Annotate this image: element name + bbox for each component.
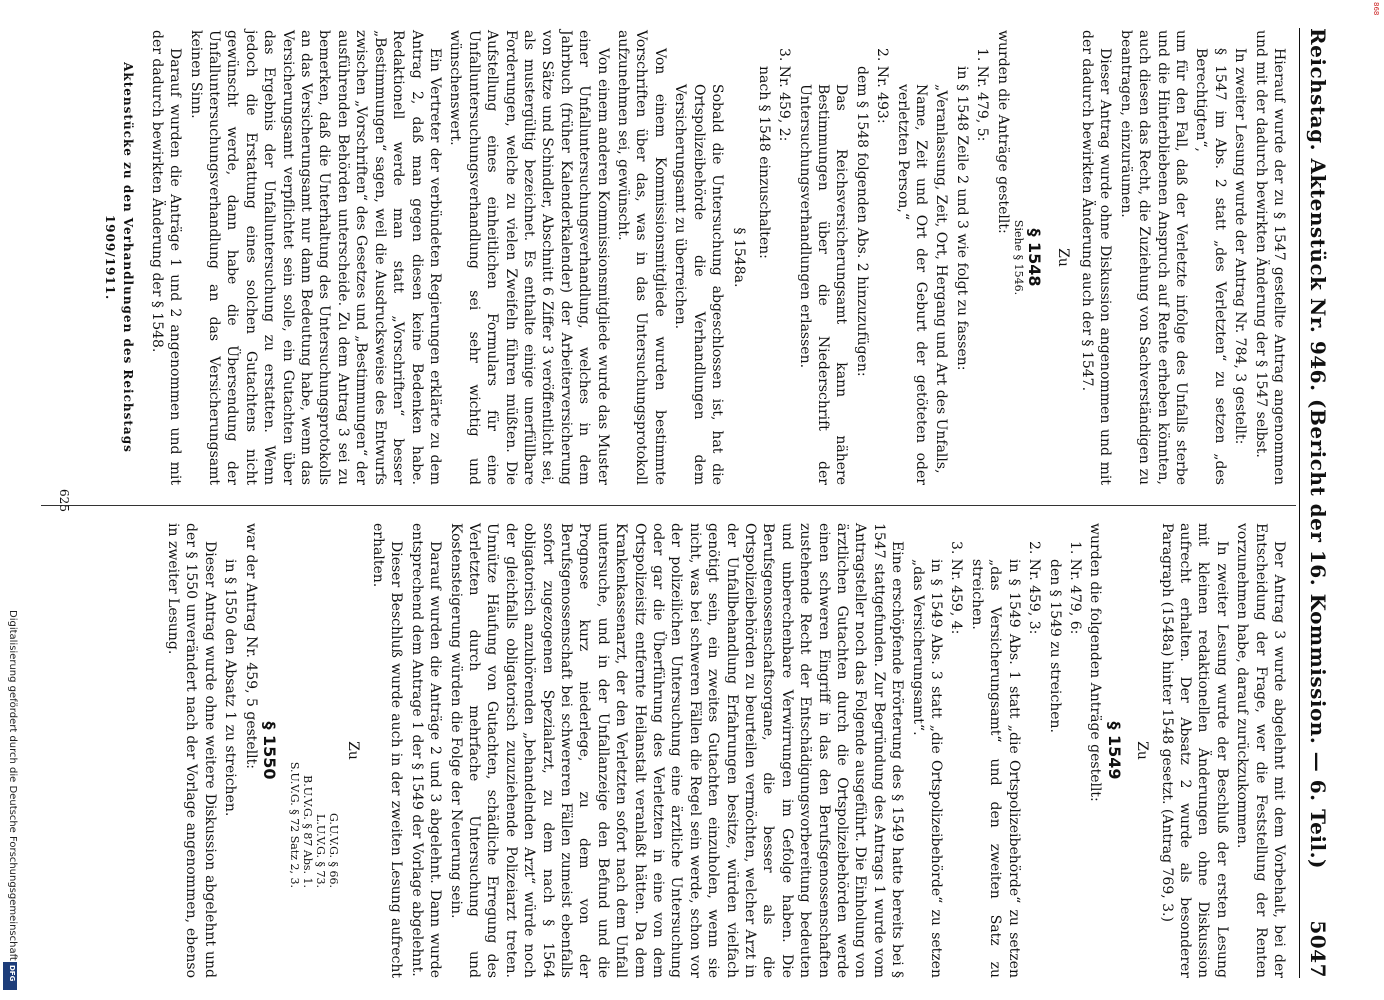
section-heading-1550: § 1550 bbox=[260, 721, 280, 780]
motion-quote: Das Reichsversicherungsamt kann nähere Bestimmungen über die Niederschrift der Untersuchungsverhandlungen erlassen. bbox=[796, 84, 850, 485]
bottom-page-number: 625 bbox=[57, 489, 71, 512]
paragraph: Von einem anderen Kommissionsmitgliede wurde das Muster einer Unfalluntersuchungsverhandlung, welches in dem Jahrbuch (früher Kalenderkalender) der Arbeiterversicherung von Sätze und Schindler, Abschnitt 6 Ziffer 3 veröffentlicht sei, als mustergültig bezeichnet. Es enthalte einige unerfüllbare Forderungen, welche zu vielen Zweifeln führen müßten. Die Aufstellung eines einheitlichen Formulars für eine Unfalluntersuchungsverhandlung sei sehr wichtig und wünschenswert. bbox=[447, 30, 611, 485]
column-divider bbox=[41, 505, 1296, 506]
motion-item: 3. Nr. 459, 2: bbox=[776, 48, 793, 142]
law-reference: L.U.V.G. § 73. bbox=[314, 814, 328, 888]
page-footer: Aktenstücke zu den Verhandlungen des Reichstags 1909/1911. bbox=[103, 62, 136, 453]
paragraph: wurden die Anträge gestellt: bbox=[994, 30, 1011, 234]
paragraph: Dieser Antrag wurde ohne Diskussion angenommen und mit der dadurch bewirkten Änderung auch der § 1547. bbox=[1078, 30, 1114, 485]
motion-quote: „Veranlassung, Zeit, Ort, Hergang und Art des Unfalls, bbox=[933, 84, 950, 474]
law-reference: S.U.V.G. § 72 Satz 2, 3. bbox=[288, 761, 302, 888]
paragraph: um für den Fall, daß der Verletzte infolge des Unfalls sterbe und die Hinterbliebenen Anspruch auf Rente erheben könnten, auch diesen das Recht, die Zuziehung von Sachverständigen zu beantragen, einzuräumen. bbox=[1117, 30, 1189, 485]
dfg-logo bbox=[3, 962, 17, 990]
law-reference: B.U.V.G. § 87 Abs. 1. bbox=[301, 775, 315, 888]
paragraph: Hierauf wurde der zu § 1547 gestellte Antrag angenommen und mit der dadurch bewirkten Änderung der § 1547 selbst. bbox=[1252, 30, 1287, 485]
paragraph: war der Antrag Nr. 459, 5 gestellt: bbox=[242, 523, 259, 769]
motion-text: in § 1550 den Absatz 1 zu streichen. bbox=[222, 559, 239, 817]
zu-label: Zu bbox=[1054, 248, 1071, 267]
quote: § 1547 im Abs. 2 statt „des Verletzten“ zu setzen „des Berechtigten“, bbox=[1193, 48, 1228, 485]
paragraph: wurden die folgenden Anträge gestellt: bbox=[1087, 523, 1104, 802]
motion-text: in § 1549 Abs. 1 statt „die Ortspolizeibehörde“ zu setzen „das Versicherungsamt“ und den zweiten Satz zu streichen. bbox=[968, 559, 1022, 978]
paragraph: Dieser Antrag wurde ohne weitere Diskussion abgelehnt und der § 1550 unverändert nach der Vorlage angenommen, ebenso in zweiter Lesung. bbox=[165, 523, 218, 978]
header-page-number: 5047 bbox=[1306, 920, 1330, 978]
motion-item: 3. Nr. 459, 4: bbox=[948, 541, 965, 635]
motion-item: 2. Nr. 493: bbox=[874, 48, 891, 124]
section-reference: Siehe § 1546. bbox=[1011, 219, 1025, 296]
header-rule bbox=[1299, 28, 1300, 978]
motion-quote: Name, Zeit und Ort der Geburt der getöteten oder verletzten Person,“ bbox=[894, 84, 930, 485]
section-heading-1548a: § 1548a. bbox=[731, 227, 748, 288]
paragraph: Darauf wurden die Anträge 1 und 2 angenommen und mit der dadurch bewirkten Änderung der § 1548. bbox=[148, 30, 184, 485]
logo-text: DFG bbox=[8, 965, 16, 982]
motion-item: 1. Nr. 479, 5: bbox=[974, 48, 991, 142]
motion-item: 2. Nr. 459, 3: bbox=[1026, 541, 1043, 635]
motion-text: in § 1548 Zeile 2 und 3 wie folgt zu fassen: bbox=[953, 66, 970, 371]
header-title: Reichstag. Aktenstück Nr. 946. (Bericht der 16. Kommission. — 6. Teil.) bbox=[1306, 28, 1330, 870]
document-page bbox=[36, 8, 1346, 993]
paragraph: In zweiter Lesung wurde der Antrag Nr. 784, 3 gestellt: bbox=[1232, 48, 1249, 445]
motion-text: den § 1549 zu streichen. bbox=[1046, 559, 1063, 733]
paragraph: Dieser Beschluß wurde auch in der zweiten Lesung aufrecht erhalten. bbox=[369, 523, 405, 978]
left-column bbox=[99, 30, 1288, 485]
paragraph: Darauf wurden die Anträge 2 und 3 abgelehnt. Dann wurde entsprechend dem Antrage 1 der § 1549 der Vorlage abgelehnt. bbox=[408, 523, 444, 978]
credit-text: Digitalisierung gefördert durch die Deutsche Forschungsgemeinschaft bbox=[7, 610, 18, 961]
motion-text: dem § 1548 folgenden Abs. 2 hinzuzufügen: bbox=[853, 66, 870, 377]
motion-quote: Sobald die Untersuchung abgeschlossen ist, hat die Ortspolizeibehörde die Verhandlungen dem Versicherungsamt zu überreichen. bbox=[672, 84, 726, 485]
scan-marker: 868 bbox=[1372, 2, 1380, 16]
paragraph: In zweiter Lesung wurde der Beschluß der ersten Lesung mit kleinen redaktionellen Änderungen ohne Diskussion aufrecht erhalten. Der Absatz 2 wurde als besonderer Paragraph (1548a) hinter 1548 gesetzt. (Antrag 769, 3.) bbox=[1158, 523, 1230, 978]
zu-label: Zu bbox=[1134, 741, 1151, 760]
motion-text: nach § 1548 einzuschalten: bbox=[755, 66, 772, 259]
motion-text: in § 1549 Abs. 3 statt „die Ortspolizeibehörde“ zu setzen „das Versicherungsamt“. bbox=[909, 559, 945, 978]
zu-label: Zu bbox=[345, 741, 362, 760]
paragraph: Ein Vertreter der verbündeten Regierungen erklärte zu dem Antrag 2, daß man gegen diesen keine Bedenken habe. Redaktionell werde man statt „Vorschriften“ besser „Bestimmungen“ sagen, weil die Ausdrucksweise des Entwurfs zwischen „Vorschriften“ des Gesetzes und „Bestimmungen“ der ausführenden Behörden unterscheide. Zu dem Antrag 3 sei zu bemerken, daß die Unterhaltung des Untersuchungsprotokolls an das Versicherungsamt nur dann Bedeutung habe, wenn das Versicherungsamt verpflichtet sein solle, ein Gutachten über das Ergebnis der Unfalluntersuchung zu erstatten. Wenn jedoch die Erstattung eines solchen Gutachtens nicht gewünscht werde, dann habe die Übersendung der Unfalluntersuchungsverhandlung an das Versicherungsamt keinen Sinn. bbox=[187, 30, 443, 485]
digitization-credit bbox=[2, 610, 24, 990]
right-column bbox=[162, 523, 1288, 978]
law-reference: G.U.V.G. § 66. bbox=[327, 812, 341, 888]
section-heading-1549: § 1549 bbox=[1104, 721, 1124, 780]
paragraph: Von einem Kommissionsmitgliede wurden bestimmte Vorschriften über das, was in das Untersuchungsprotokoll aufzunehmen sei, gewünscht. bbox=[615, 30, 668, 485]
section-heading-1548: § 1548 bbox=[1025, 228, 1045, 287]
paragraph: Eine erschöpfende Erörterung des § 1549 hatte bereits bei § 1547 stattgefunden. Zur Begründung des Antrags 1 wurde vom Antragsteller noch das Folgende ausgeführt. Die Einholung von ärztlichen Gutachten durch die Ortspolizeibehörden werde einen schweren Eingriff in das den Berufsgenossenschaften zustehende Recht der Entschädigungsvorbereitung bedeuten und unberechenbare Verwirrungen im Gefolge haben. Die Berufsgenossenschaftsorgane, die besser als die Ortspolizeibehörden zu beurteilen vermöchten, welcher Arzt in der Unfallbehandlung Erfahrungen besitze, würden vielfach genötigt sein, ein zweites Gutachten einzuholen, wenn sie nicht, was bei schweren Fällen die Regel sein werde, schon vor der polizeilichen Untersuchung eine ärztliche Untersuchung oder gar die Überführung des Verletzten in eine von dem Ortspolizeisitz entfernte Heilanstalt veranlaßt hätten. Da dem Krankenkassenarzt, der den Verletzten sofort nach dem Unfall untersuche, und in der Unfallanzeige den Befund und die Prognose kurz niederlege, zu dem von der Berufsgenossenschaft bei schwereren Fällen zumeist ebenfalls sofort zugezogenen Spezialarzt, zu dem nach § 1564 obligatorisch anzuhörenden „behandelnden Arzt“ würde noch der gleichfalls obligatorisch zuzuziehende Polizeiarzt treten. Unnütze Häufung von Gutachten, schädliche Erregung des Verletzten durch mehrfache Untersuchung und Kostensteigerung würden die Folge der Neuerung sein. bbox=[447, 523, 906, 978]
page-header bbox=[1300, 28, 1334, 978]
paragraph: Der Antrag 3 wurde abgelehnt mit dem Vorbehalt, bei der Entscheidung der Frage, wer die Feststellung der Renten vorzunehmen habe, darauf zurückzukommen. bbox=[1234, 523, 1287, 978]
motion-item: 1. Nr. 479, 6: bbox=[1066, 541, 1083, 635]
